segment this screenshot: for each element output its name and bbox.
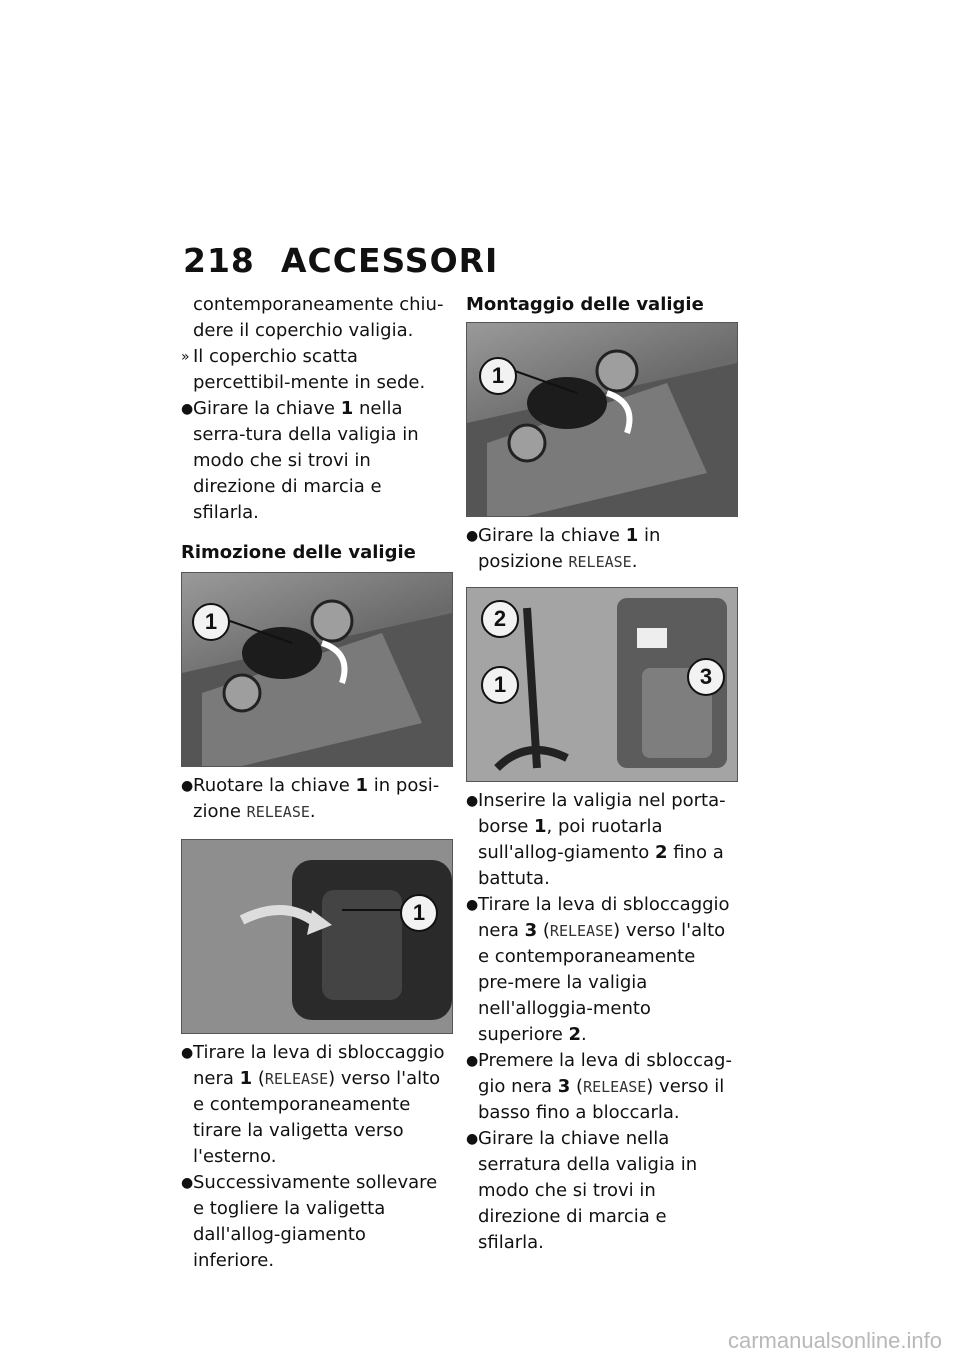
key-lock-mount-illustration: [467, 323, 737, 516]
paragraph: contemporaneamente chiu-dere il coperchio valigia.: [193, 294, 444, 341]
result-item: » Il coperchio scatta percettibil-mente in sede.: [181, 346, 426, 393]
callout-3: 3: [687, 658, 725, 696]
step-item: ● Inserire la valigia nel porta-borse 1, poi ruotarla sull'allog-giamento 2 fino a battuta.: [466, 790, 726, 889]
bullet-icon: ●: [466, 793, 479, 809]
step-item: ● Ruotare la chiave 1 in posi-zione RELEASE.: [181, 775, 440, 822]
bullet-icon: ●: [466, 897, 479, 913]
callout-1: 1: [479, 357, 517, 395]
key-lock-illustration: [182, 573, 452, 766]
figure-key-lock-mount: [466, 322, 738, 517]
figure-key-lock: [181, 572, 453, 767]
figure-case-mounting: [466, 587, 738, 782]
page-header: [183, 241, 498, 280]
page-number: 218: [183, 241, 255, 280]
bullet-icon: ●: [466, 1131, 479, 1147]
bullet-icon: ●: [181, 1175, 194, 1191]
step-item: ● Girare la chiave 1 in posizione RELEASE.: [466, 525, 661, 572]
step-item: ● Successivamente sollevare e togliere la valigetta dall'allog-giamento inferiore.: [181, 1172, 438, 1271]
ref-number: 1: [340, 398, 354, 419]
callout-1: 1: [400, 894, 438, 932]
step-item: ● Tirare la leva di sbloccaggio nera 3 (RELEASE) verso l'alto e contemporaneamente pre-mere la valigia nell'alloggia-mento superiore 2.: [466, 894, 730, 1045]
page-title: ACCESSORI: [281, 241, 499, 280]
bullet-icon: ●: [181, 1045, 194, 1061]
bullet-icon: ●: [466, 1053, 479, 1069]
step-item: ● Girare la chiave nella serratura della valigia in modo che si trovi in direzione di marcia e sfilarla.: [466, 1128, 698, 1253]
left-column: [181, 292, 451, 1274]
bullet-icon: ●: [181, 778, 194, 794]
step-item: ● Premere la leva di sbloccag-gio nera 3 (RELEASE) verso il basso fino a bloccarla.: [466, 1050, 732, 1123]
bullet-icon: ●: [466, 528, 479, 544]
figure-release-lever: [181, 839, 453, 1034]
section-heading: Rimozione delle valigie: [181, 542, 416, 563]
watermark: carmanualsonline.info: [727, 1328, 942, 1353]
release-lever-illustration: [182, 840, 452, 1033]
section-heading: Montaggio delle valigie: [466, 294, 704, 315]
arrow-marker-icon: »: [181, 349, 190, 365]
callout-2: 2: [481, 600, 519, 638]
callout-1: 1: [192, 603, 230, 641]
step-item: ● Tirare la leva di sbloccaggio nera 1 (RELEASE) verso l'alto e contemporaneamente tirare la valigetta verso l'esterno.: [181, 1042, 445, 1167]
bullet-icon: ●: [181, 401, 194, 417]
callout-1: 1: [481, 666, 519, 704]
step-item: ● Girare la chiave 1 nella serra-tura della valigia in modo che si trovi in direzione di marcia e sfilarla.: [181, 398, 419, 523]
right-column: [466, 292, 736, 1256]
